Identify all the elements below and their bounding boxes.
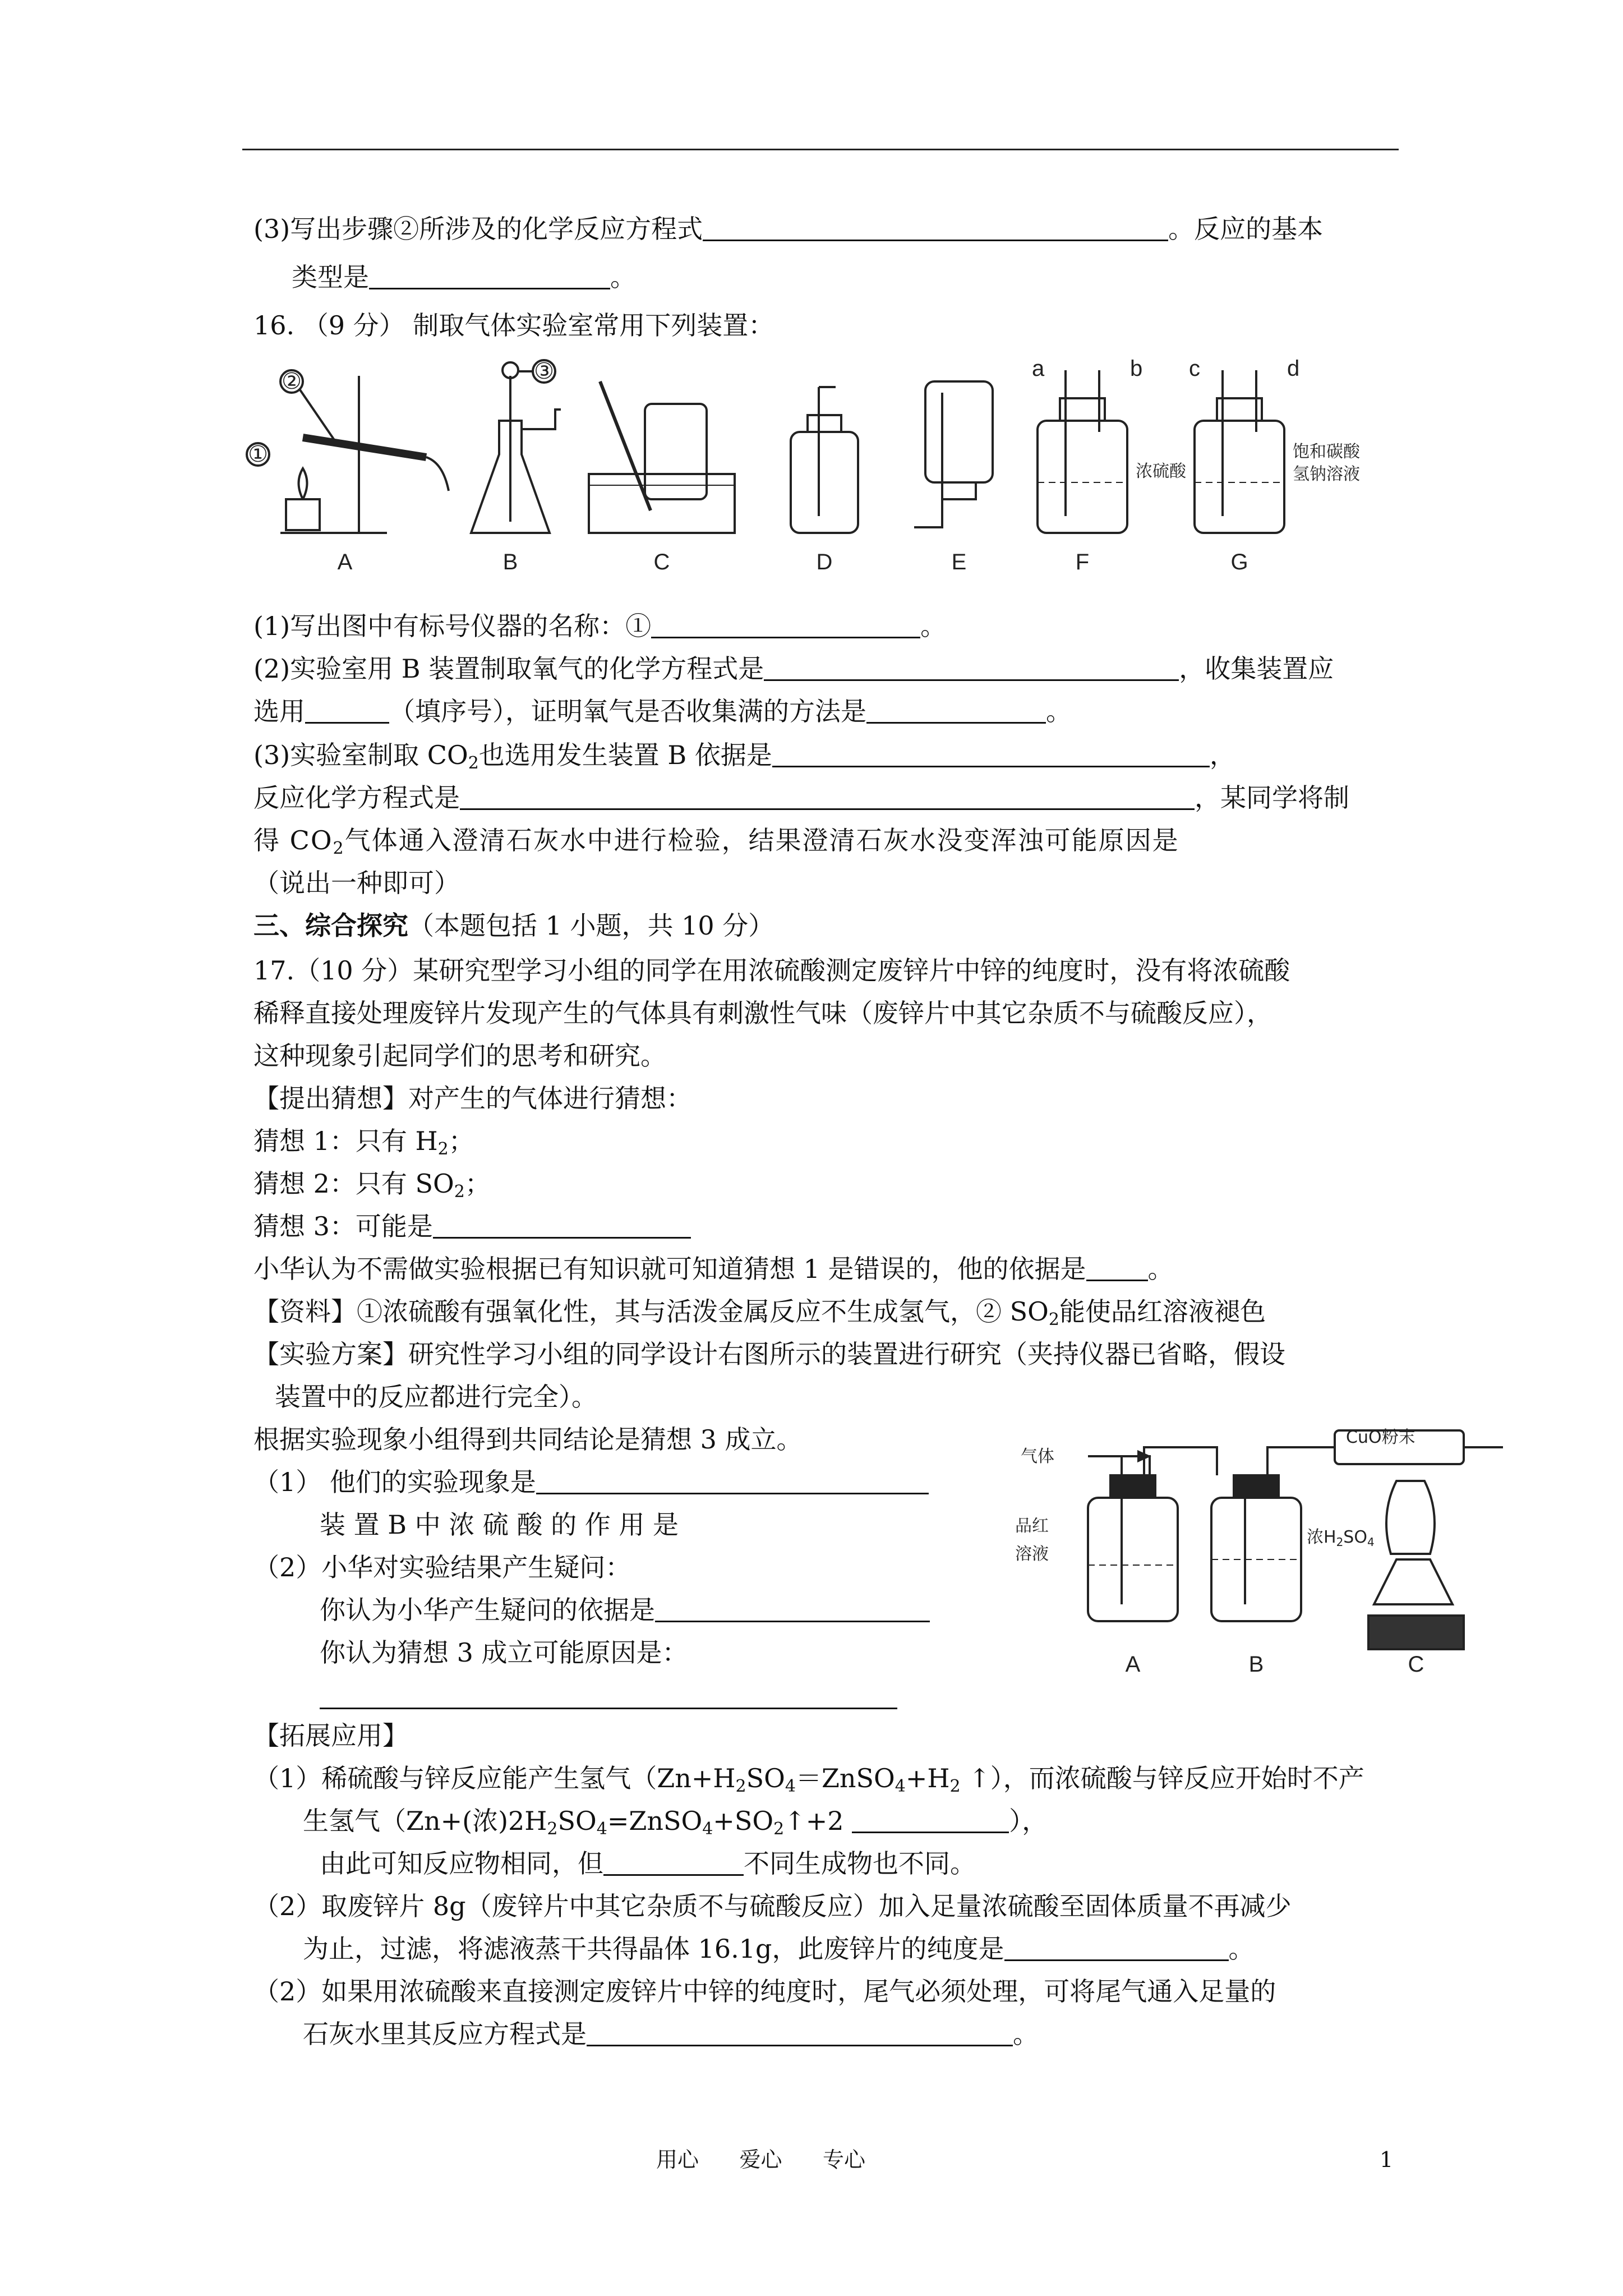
page-number: 1: [1380, 2147, 1394, 2172]
part-1b-line: 装 置 B 中 浓 硫 酸 的 作 用 是: [320, 1510, 679, 1540]
label-c: C: [653, 550, 670, 574]
port-d: d: [1287, 356, 1300, 381]
xiaohua-line: 小华认为不需做实验根据已有知识就可知道猜想 1 是错误的，他的依据是 。: [253, 1254, 1174, 1284]
ext-3a-line: （2）如果用浓硫酸来直接测定废锌片中锌的纯度时，尾气必须处理，可将尾气通入足量的: [253, 1976, 1276, 2007]
label-b: B: [502, 550, 518, 574]
bottle-a-stopper: [1110, 1475, 1155, 1498]
marker-3: ③: [534, 359, 554, 384]
q15-3-line: (3)写出步骤②所涉及的化学反应方程式 。反应的基本: [253, 214, 1324, 244]
bottle-e-tube: [914, 393, 942, 527]
lamp-flame: [299, 468, 307, 499]
answer-blank[interactable]: [587, 2019, 1013, 2046]
experiment-setup-figure: [1004, 1419, 1509, 1688]
answer-blank[interactable]: [369, 262, 610, 289]
answer-blank[interactable]: [305, 696, 389, 724]
ext-3b-line: 石灰水里其反应方程式是 。: [303, 2019, 1039, 2049]
bottle-d-neck: [808, 415, 841, 432]
answer-blank[interactable]: [703, 214, 1168, 241]
guess-2: 猜想 2：只有 $SO_2$；: [253, 1168, 491, 1202]
answer-blank[interactable]: [1004, 1934, 1229, 1961]
footer-motto: 用心 爱心 专心: [656, 2147, 865, 2172]
label-b: B: [1248, 1652, 1264, 1677]
apparatus-figure: [241, 356, 1447, 583]
q16-3c-line: 得 $CO_2$气体通入澄清石灰水中进行检验，结果澄清石灰水没变浑浊可能原因是: [253, 825, 1179, 858]
q17-line-c: 这种现象引起同学们的思考和研究。: [253, 1041, 666, 1071]
part-2a-line: 你认为小华产生疑问的依据是: [320, 1593, 930, 1627]
gas-label: 气体: [1021, 1447, 1054, 1466]
collect-bottle-d: [791, 432, 858, 533]
label-f: F: [1075, 550, 1090, 574]
part-2-line: （2）小华对实验结果产生疑问：: [253, 1552, 631, 1582]
label-e: E: [951, 550, 967, 574]
marker-2: ②: [282, 369, 302, 394]
bottle-d-tube: [819, 387, 836, 516]
wash-bottle-f: [1038, 421, 1127, 533]
answer-blank[interactable]: [772, 740, 1210, 767]
q16-heading: 16. （9 分） 制取气体实验室常用下列装置：: [253, 310, 774, 341]
q16-3d-line: （说出一种即可）: [253, 868, 460, 898]
g-liquid-label-2: 氢钠溶液: [1293, 464, 1360, 484]
label-a: A: [1125, 1652, 1141, 1677]
collect-bottle-e: [925, 381, 993, 482]
q17-line-b: 稀释直接处理废锌片发现产生的气体具有刺激性气味（废锌片中其它杂质不与硫酸反应），: [253, 998, 1272, 1028]
answer-blank[interactable]: [536, 1467, 929, 1494]
label-g: G: [1230, 550, 1248, 574]
port-b: b: [1130, 356, 1143, 381]
cuo-label: CuO粉末: [1346, 1428, 1415, 1447]
bottle-g-tubes: [1223, 370, 1256, 516]
marker-1: ①: [248, 442, 268, 467]
answer-blank[interactable]: [603, 1848, 744, 1876]
pinhong-label-2: 溶液: [1015, 1544, 1049, 1564]
extension-heading: 【拓展应用】: [253, 1720, 408, 1751]
label-d: D: [816, 550, 833, 574]
bottle-f-tubes: [1066, 370, 1099, 516]
info-line: 【资料】①浓硫酸有强氧化性，其与活泼金属反应不生成氢气，② $SO_2$能使品红溶液褪色: [253, 1296, 1266, 1329]
answer-blank[interactable]: [852, 1806, 1009, 1833]
q16-2b-line: 选用 （填序号），证明氧气是否收集满的方法是 。: [253, 696, 1072, 726]
label-c: C: [1408, 1652, 1424, 1677]
q16-2a-line: (2)实验室用 B 装置制取氧气的化学方程式是 ，收集装置应: [253, 654, 1334, 684]
b-to-c-tube: [1267, 1447, 1335, 1475]
alcohol-lamp: [1374, 1559, 1453, 1604]
answer-blank[interactable]: [764, 654, 1179, 681]
answer-blank[interactable]: [651, 611, 920, 638]
funnel-bulb: [502, 362, 518, 378]
wash-bottle-g: [1195, 421, 1284, 533]
bottle-b-stopper: [1234, 1475, 1279, 1498]
label-a: A: [337, 550, 353, 574]
conclusion-line: 根据实验现象小组得到共同结论是猜想 3 成立。: [253, 1424, 803, 1455]
q17-line-a: 17.（10 分）某研究型学习小组的同学在用浓硫酸测定废锌片中锌的纯度时，没有将浓硫酸: [253, 955, 1290, 986]
port-a: a: [1032, 356, 1045, 381]
ext-2b-line: 为止，过滤，将滤液蒸干共得晶体 16.1g，此废锌片的纯度是 。: [303, 1934, 1255, 1964]
guess-3: 猜想 3：可能是: [253, 1209, 691, 1243]
pinhong-label-1: 品红: [1015, 1516, 1049, 1536]
burner-flame: [1386, 1481, 1435, 1554]
test-tube: [303, 438, 426, 457]
h2so4-label: 浓$H_2SO_4$: [1307, 1527, 1375, 1549]
gas-tube: [600, 381, 651, 510]
bottle-a: [1088, 1498, 1178, 1621]
plan-line-a: 【实验方案】研究性学习小组的同学设计右图所示的装置进行研究（夹持仪器已省略，假设: [253, 1339, 1285, 1369]
g-liquid-label-1: 饱和碳酸: [1293, 442, 1360, 462]
ext-1c-line: 由此可知反应物相同，但 不同生成物也不同。: [320, 1848, 976, 1879]
guess-1: 猜想 1：只有 $H_2$；: [253, 1126, 474, 1159]
port-c: c: [1189, 356, 1200, 381]
answer-blank[interactable]: [460, 783, 1195, 810]
section-3-heading: 三、综合探究（本题包括 1 小题，共 10 分）: [253, 910, 774, 941]
ext-1b-line: 生氢气（Zn+(浓)$2H_2SO_4=ZnSO_4+SO_2↑+2$ ），: [303, 1806, 1048, 1839]
answer-blank-long[interactable]: [320, 1682, 897, 1709]
flask-outlet: [522, 409, 561, 429]
guess-heading: 【提出猜想】对产生的气体进行猜想：: [253, 1083, 692, 1114]
delivery-tube: [426, 457, 449, 491]
answer-blank[interactable]: [1086, 1254, 1148, 1281]
ext-1a-line: （1）稀硫酸与锌反应能产生氢气（$Zn+H_2SO_4=ZnSO_4+H_2$ ↑），而浓硫酸与锌反应开始时不产: [253, 1763, 1364, 1796]
part-2b-line: 你认为猜想 3 成立可能原因是：: [320, 1637, 688, 1668]
q15-3-type-line: 类型是 。: [292, 262, 636, 292]
bottle-e-neck: [942, 482, 976, 499]
water-trough: [589, 474, 735, 533]
header-rule: [242, 149, 1399, 150]
ext-2a-line: （2）取废锌片 8g（废锌片中其它杂质不与硫酸反应）加入足量浓硫酸至固体质量不再减少: [253, 1891, 1292, 1921]
alcohol-lamp: [286, 499, 320, 530]
q16-3a-line: (3)实验室制取 $CO_2$也选用发生装置 B 依据是 ，: [253, 740, 1235, 773]
answer-blank[interactable]: [433, 1211, 691, 1239]
answer-blank[interactable]: [655, 1595, 930, 1622]
q16-3b-line: 反应化学方程式是 ，某同学将制: [253, 783, 1349, 813]
plan-line-b: 装置中的反应都进行完全）。: [275, 1382, 597, 1412]
lamp-stand: [1368, 1616, 1464, 1649]
answer-blank[interactable]: [866, 696, 1046, 724]
f-liquid-label: 浓硫酸: [1136, 462, 1186, 481]
part-1-line: （1） 他们的实验现象是: [253, 1465, 929, 1499]
q16-1-line: (1)写出图中有标号仪器的名称：① 。: [253, 611, 947, 641]
